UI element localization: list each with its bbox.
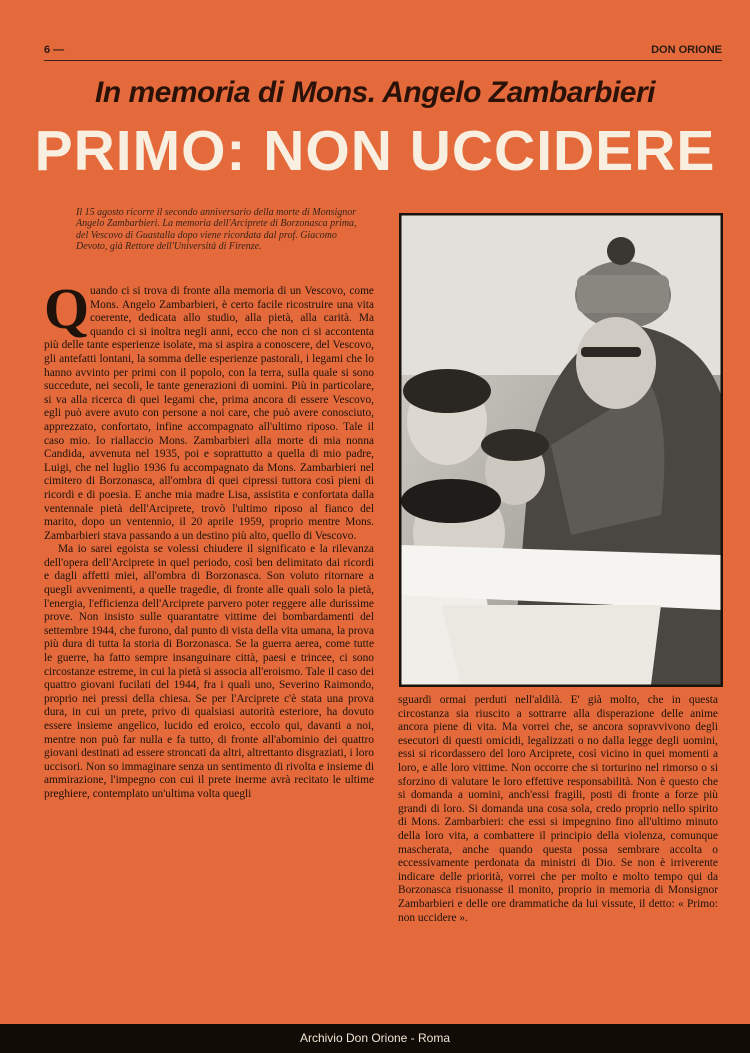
body-column-right [398,694,718,994]
header-rule [44,60,722,61]
paragraph-2: Ma io sarei egoista se volessi chiudere il significato e la rilevanza dell'opera dell'Arciprete in quel periodo, così ben delimitato dai ricordi e dagli affetti miei, all'ombra di Borzonasca. Son voluto ritornare a quegli avvenimenti, a quelle tragedie, di fronte alle quali solo la pietà, l'energia, l'efficienza dell'Arciprete parvero poter reggere alle durissime prove. Non insisto sulle quarantatre vittime dei bombardamenti del settembre 1944, che furono, dal punto di vista della vita umana, la prova più dura di tutta la storia di Borzonasca. Se la guerra aerea, come tutte le guerre, ha fatto sempre insanguinare città, paesi e trincee, ci sono circostanze estreme, in cui la pietà si associa all'eroismo. Tale il caso dei quattro giovani fucilati del 1944, fra i quali uno, Severino Raimondo, proprio nei pressi della chiesa. Se per l'Arciprete c'è stata una prova dura, in cui un prete, privo di qualsiasi autorità esteriore, ha dovuto essere insieme angelico, lucido ed eroico, eccolo qui, davanti a noi, mentre non può far nulla e fa tutto, di fronte all'abominio dei quattro giovani destinati ad essere stroncati da altri, altrettanto disgraziati, i loro uccisori. Non so immaginare senza un sentimento di rivolta e insieme di ammirazione, l'impegno con cui il prete inerme avrà recitato le ultime preghiere, contemplato un'ultima volta quegli [44,543,374,800]
photo-illustration [401,215,721,685]
page-number: 6 — [44,44,65,56]
running-head: DON ORIONE [651,44,722,56]
article-intro: Il 15 agosto ricorre il secondo anniversario della morte di Monsignor Angelo Zambarbieri. La memoria dell'Arciprete di Borzonasca prima, del Vescovo di Guastalla dopo viene ricordata dal prof. Giacomo Devoto, già Rettore dell'Università di Firenze. [76,207,357,253]
paragraph-3: sguardi ormai perduti nell'aldilà. E' già molto, che in questa circostanza sia riuscito a sottrarre alla disperazione delle anime ancora piene di vita. Ma vorrei che, se ancora sopravvivono degli esecutori di questi omicidi, legalizzati o no dalla legge degli uomini, essi si ricordassero del loro Arciprete, così vicino in quei momenti a loro, e alle loro vittime. Non occorre che si torturino nel rimorso o si sforzino di valutare le loro effettive responsabilità. Non è questo che si domanda a uomini, anch'essi fragili, posti di fronte a forze più grandi di loro. Si domanda una cosa sola, credo proprio nello spirito di Mons. Zambarbieri: che essi si impegnino fino all'ultimo minuto della loro vita, a combattere il principio della violenza, comunque mascherata, anche quando questa possa sembrare accolta o eccessivamente perdonata da ministri di Dio. Se non è irriverente indicare delle priorità, vorrei che per molto e molto tempo qui da Borzonasca risuonasse il monito, proprio in memoria di Monsignor Zambarbieri e delle ore drammatiche da lui vissute, il detto: « Primo: non uccidere ». [398,694,718,924]
paragraph-1 [44,285,374,543]
photo-bishop-with-children [399,213,723,687]
drop-cap: Q [44,285,90,341]
paragraph-1-text: uando ci si trova di fronte alla memoria di un Vescovo, come Mons. Angelo Zambarbieri, è certo facile ricostruire una vita coerente, dedicata allo studio, alla pietà, alla carità. Ma quando ci si inoltra negli anni, ecco che non ci si accontenta più delle tante esperienze isolate, ma si aspira a conoscere, del Vescovo, gli antefatti lontani, la somma delle esperienze pastorali, i legami che lo hanno avvinto per primi con il popolo, con la terra, sulla quale si sono succedute, nei secoli, le tante generazioni di uomini. Più in particolare, si va alla ricerca di quei legami che, prima ancora di essere Vescovo, egli può avere avuto con persone a noi care, che può avere conosciuto, apprezzato, confortato, infine accompagnato all'ultimo riposo. Tale il caso mio. Io riallaccio Mons. Zambarbieri alla morte di mia nonna Candida, avvenuta nel 1935, poi e soprattutto a quella di mio padre, Luigi, che nel luglio 1936 fu accompagnato da Mons. Zambarbieri nel cimitero di Borzonasca, all'ombra di quei cipressi tuttora così pieni di ricordi e di poesia. E anche mia madre Lisa, assistita e confortata dalla ventennale pietà dell'Arciprete, trovò l'ultimo riposo al fianco del marito, dopo un ventennio, il 20 aprile 1959, proprio mentre Mons. Zambarbieri stava passando a un destino più alto, quello di Vescovo. [44,285,374,542]
body-column-left [44,285,374,995]
article-title: PRIMO: NON UCCIDERE [34,119,716,183]
archive-credit: Archivio Don Orione - Roma [299,1031,451,1045]
article-subtitle: In memoria di Mons. Angelo Zambarbieri [95,76,655,109]
